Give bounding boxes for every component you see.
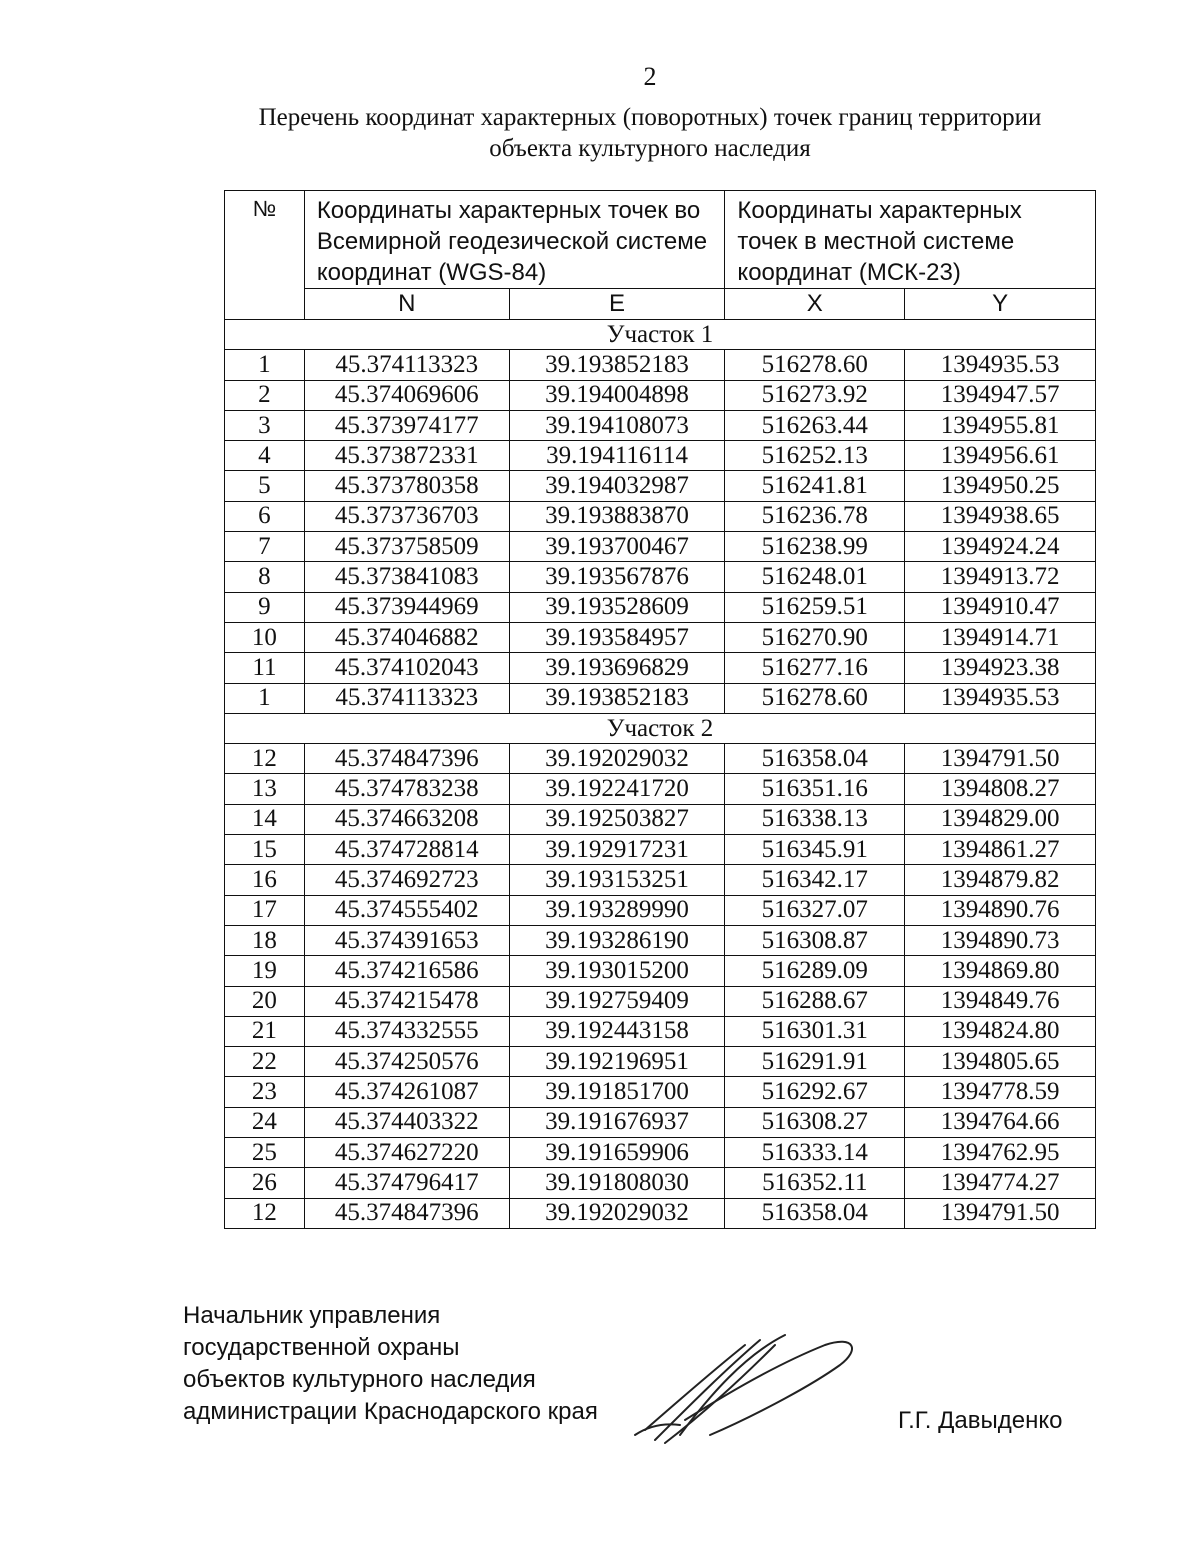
longitude-e-cell: 39.192917231	[509, 835, 725, 865]
coord-y-cell: 1394791.50	[905, 1198, 1096, 1228]
latitude-n-cell: 45.373736703	[304, 501, 509, 531]
coord-x-cell: 516252.13	[725, 441, 905, 471]
point-number-cell: 2	[225, 380, 305, 410]
latitude-n-cell: 45.374627220	[304, 1138, 509, 1168]
y-column-header: Y	[905, 289, 1096, 320]
position-line: государственной охраны	[183, 1334, 460, 1361]
point-number-cell: 1	[225, 350, 305, 380]
longitude-e-cell: 39.193700467	[509, 532, 725, 562]
x-column-header: X	[725, 289, 905, 320]
point-number-cell: 20	[225, 986, 305, 1016]
signatory-position	[183, 1300, 598, 1428]
table-row	[225, 1138, 1096, 1168]
longitude-e-cell: 39.194108073	[509, 410, 725, 440]
section-title: Участок 2	[225, 713, 1096, 743]
point-number-cell: 10	[225, 622, 305, 652]
coord-x-cell: 516308.27	[725, 1107, 905, 1137]
coord-x-cell: 516342.17	[725, 865, 905, 895]
latitude-n-cell: 45.373841083	[304, 562, 509, 592]
coord-y-cell: 1394824.80	[905, 1016, 1096, 1046]
coord-x-cell: 516288.67	[725, 986, 905, 1016]
coord-y-cell: 1394950.25	[905, 471, 1096, 501]
point-number-cell: 19	[225, 956, 305, 986]
latitude-n-cell: 45.374847396	[304, 744, 509, 774]
coord-x-cell: 516338.13	[725, 804, 905, 834]
coord-x-cell: 516352.11	[725, 1168, 905, 1198]
coord-y-cell: 1394762.95	[905, 1138, 1096, 1168]
longitude-e-cell: 39.193528609	[509, 592, 725, 622]
point-number-cell: 15	[225, 835, 305, 865]
longitude-e-cell: 39.191808030	[509, 1168, 725, 1198]
coord-x-cell: 516289.09	[725, 956, 905, 986]
latitude-n-cell: 45.373974177	[304, 410, 509, 440]
table-row	[225, 592, 1096, 622]
latitude-n-cell: 45.374332555	[304, 1016, 509, 1046]
latitude-n-cell: 45.374555402	[304, 895, 509, 925]
coord-y-cell: 1394955.81	[905, 410, 1096, 440]
longitude-e-cell: 39.194116114	[509, 441, 725, 471]
point-number-cell: 18	[225, 925, 305, 955]
longitude-e-cell: 39.193567876	[509, 562, 725, 592]
n-column-header: N	[304, 289, 509, 320]
point-number-cell: 25	[225, 1138, 305, 1168]
longitude-e-cell: 39.192759409	[509, 986, 725, 1016]
section-header-row	[225, 320, 1096, 350]
coord-y-cell: 1394861.27	[905, 835, 1096, 865]
latitude-n-cell: 45.374046882	[304, 622, 509, 652]
latitude-n-cell: 45.374847396	[304, 1198, 509, 1228]
latitude-n-cell: 45.373944969	[304, 592, 509, 622]
coord-y-cell: 1394791.50	[905, 744, 1096, 774]
point-number-cell: 5	[225, 471, 305, 501]
table-row	[225, 683, 1096, 713]
table-row	[225, 471, 1096, 501]
coord-x-cell: 516259.51	[725, 592, 905, 622]
longitude-e-cell: 39.192029032	[509, 744, 725, 774]
coord-x-cell: 516248.01	[725, 562, 905, 592]
page-number: 2	[643, 62, 657, 91]
latitude-n-cell: 45.374261087	[304, 1077, 509, 1107]
number-column-header: №	[225, 191, 305, 320]
longitude-e-cell: 39.191851700	[509, 1077, 725, 1107]
latitude-n-cell: 45.374102043	[304, 653, 509, 683]
longitude-e-cell: 39.194004898	[509, 380, 725, 410]
coord-y-cell: 1394938.65	[905, 501, 1096, 531]
point-number-cell: 8	[225, 562, 305, 592]
table-row	[225, 562, 1096, 592]
handwritten-signature	[625, 1325, 865, 1455]
point-number-cell: 12	[225, 744, 305, 774]
table-row	[225, 956, 1096, 986]
title-line: Перечень координат характерных (поворотных) точек границ территории	[258, 104, 1042, 131]
latitude-n-cell: 45.374796417	[304, 1168, 509, 1198]
e-column-header: E	[509, 289, 725, 320]
table-row	[225, 774, 1096, 804]
coord-y-cell: 1394956.61	[905, 441, 1096, 471]
table-row	[225, 1198, 1096, 1228]
msk-coordinates-header: Координаты характерных точек в местной системе координат (МСК-23)	[725, 191, 1096, 289]
point-number-cell: 26	[225, 1168, 305, 1198]
coordinates-table	[224, 190, 1096, 1229]
point-number-cell: 7	[225, 532, 305, 562]
point-number-cell: 24	[225, 1107, 305, 1137]
table-row	[225, 804, 1096, 834]
coord-x-cell: 516273.92	[725, 380, 905, 410]
title-line: объекта культурного наследия	[489, 135, 811, 162]
longitude-e-cell: 39.193852183	[509, 683, 725, 713]
position-line: администрации Краснодарского края	[183, 1398, 598, 1425]
table-row	[225, 1047, 1096, 1077]
table-row	[225, 1077, 1096, 1107]
table-row	[225, 532, 1096, 562]
table-row	[225, 380, 1096, 410]
coord-y-cell: 1394935.53	[905, 350, 1096, 380]
coord-y-cell: 1394879.82	[905, 865, 1096, 895]
table-row	[225, 865, 1096, 895]
point-number-cell: 23	[225, 1077, 305, 1107]
longitude-e-cell: 39.192443158	[509, 1016, 725, 1046]
table-row	[225, 350, 1096, 380]
latitude-n-cell: 45.374216586	[304, 956, 509, 986]
longitude-e-cell: 39.193696829	[509, 653, 725, 683]
longitude-e-cell: 39.192029032	[509, 1198, 725, 1228]
point-number-cell: 21	[225, 1016, 305, 1046]
table-row	[225, 895, 1096, 925]
coord-y-cell: 1394890.73	[905, 925, 1096, 955]
latitude-n-cell: 45.374692723	[304, 865, 509, 895]
coord-y-cell: 1394774.27	[905, 1168, 1096, 1198]
section-title: Участок 1	[225, 320, 1096, 350]
latitude-n-cell: 45.373758509	[304, 532, 509, 562]
longitude-e-cell: 39.191659906	[509, 1138, 725, 1168]
coord-y-cell: 1394849.76	[905, 986, 1096, 1016]
longitude-e-cell: 39.192503827	[509, 804, 725, 834]
point-number-cell: 12	[225, 1198, 305, 1228]
point-number-cell: 1	[225, 683, 305, 713]
coord-x-cell: 516241.81	[725, 471, 905, 501]
latitude-n-cell: 45.373872331	[304, 441, 509, 471]
longitude-e-cell: 39.193153251	[509, 865, 725, 895]
coord-y-cell: 1394914.71	[905, 622, 1096, 652]
point-number-cell: 6	[225, 501, 305, 531]
table-row	[225, 1168, 1096, 1198]
coord-x-cell: 516301.31	[725, 1016, 905, 1046]
coord-x-cell: 516333.14	[725, 1138, 905, 1168]
coord-x-cell: 516358.04	[725, 1198, 905, 1228]
coord-x-cell: 516236.78	[725, 501, 905, 531]
coord-y-cell: 1394805.65	[905, 1047, 1096, 1077]
coord-x-cell: 516345.91	[725, 835, 905, 865]
latitude-n-cell: 45.373780358	[304, 471, 509, 501]
latitude-n-cell: 45.374113323	[304, 350, 509, 380]
point-number-cell: 3	[225, 410, 305, 440]
table-row	[225, 835, 1096, 865]
latitude-n-cell: 45.374113323	[304, 683, 509, 713]
table-row	[225, 410, 1096, 440]
coord-y-cell: 1394890.76	[905, 895, 1096, 925]
point-number-cell: 22	[225, 1047, 305, 1077]
coord-y-cell: 1394764.66	[905, 1107, 1096, 1137]
latitude-n-cell: 45.374403322	[304, 1107, 509, 1137]
latitude-n-cell: 45.374215478	[304, 986, 509, 1016]
table-row	[225, 501, 1096, 531]
coord-x-cell: 516327.07	[725, 895, 905, 925]
longitude-e-cell: 39.192241720	[509, 774, 725, 804]
coord-x-cell: 516308.87	[725, 925, 905, 955]
table-row	[225, 1107, 1096, 1137]
coord-x-cell: 516270.90	[725, 622, 905, 652]
coord-x-cell: 516238.99	[725, 532, 905, 562]
point-number-cell: 17	[225, 895, 305, 925]
latitude-n-cell: 45.374663208	[304, 804, 509, 834]
longitude-e-cell: 39.192196951	[509, 1047, 725, 1077]
table-row	[225, 925, 1096, 955]
latitude-n-cell: 45.374250576	[304, 1047, 509, 1077]
table-header	[225, 191, 1096, 320]
point-number-cell: 9	[225, 592, 305, 622]
longitude-e-cell: 39.193852183	[509, 350, 725, 380]
longitude-e-cell: 39.193883870	[509, 501, 725, 531]
table-row	[225, 441, 1096, 471]
document-title	[205, 102, 1095, 164]
latitude-n-cell: 45.374391653	[304, 925, 509, 955]
longitude-e-cell: 39.194032987	[509, 471, 725, 501]
point-number-cell: 4	[225, 441, 305, 471]
point-number-cell: 11	[225, 653, 305, 683]
position-line: Начальник управления	[183, 1302, 441, 1329]
table-row	[225, 653, 1096, 683]
coord-y-cell: 1394935.53	[905, 683, 1096, 713]
longitude-e-cell: 39.193015200	[509, 956, 725, 986]
latitude-n-cell: 45.374069606	[304, 380, 509, 410]
table-row	[225, 1016, 1096, 1046]
longitude-e-cell: 39.193286190	[509, 925, 725, 955]
longitude-e-cell: 39.193584957	[509, 622, 725, 652]
signer-name: Г.Г. Давыденко	[898, 1407, 1063, 1434]
table-row	[225, 986, 1096, 1016]
table-row	[225, 622, 1096, 652]
coord-x-cell: 516278.60	[725, 350, 905, 380]
point-number-cell: 16	[225, 865, 305, 895]
coord-y-cell: 1394869.80	[905, 956, 1096, 986]
coord-y-cell: 1394778.59	[905, 1077, 1096, 1107]
point-number-cell: 13	[225, 774, 305, 804]
coord-x-cell: 516278.60	[725, 683, 905, 713]
section-header-row	[225, 713, 1096, 743]
coord-y-cell: 1394910.47	[905, 592, 1096, 622]
coord-x-cell: 516351.16	[725, 774, 905, 804]
point-number-cell: 14	[225, 804, 305, 834]
coord-y-cell: 1394924.24	[905, 532, 1096, 562]
coord-x-cell: 516358.04	[725, 744, 905, 774]
wgs-coordinates-header: Координаты характерных точек во Всемирной геодезической системе координат (WGS-84)	[304, 191, 725, 289]
coord-x-cell: 516292.67	[725, 1077, 905, 1107]
longitude-e-cell: 39.191676937	[509, 1107, 725, 1137]
position-line: объектов культурного наследия	[183, 1366, 536, 1393]
coord-y-cell: 1394808.27	[905, 774, 1096, 804]
coord-y-cell: 1394947.57	[905, 380, 1096, 410]
coord-y-cell: 1394923.38	[905, 653, 1096, 683]
coord-x-cell: 516277.16	[725, 653, 905, 683]
coord-x-cell: 516291.91	[725, 1047, 905, 1077]
coord-y-cell: 1394913.72	[905, 562, 1096, 592]
latitude-n-cell: 45.374783238	[304, 774, 509, 804]
latitude-n-cell: 45.374728814	[304, 835, 509, 865]
table-row	[225, 744, 1096, 774]
coord-y-cell: 1394829.00	[905, 804, 1096, 834]
longitude-e-cell: 39.193289990	[509, 895, 725, 925]
table-body	[225, 320, 1096, 1229]
coord-x-cell: 516263.44	[725, 410, 905, 440]
